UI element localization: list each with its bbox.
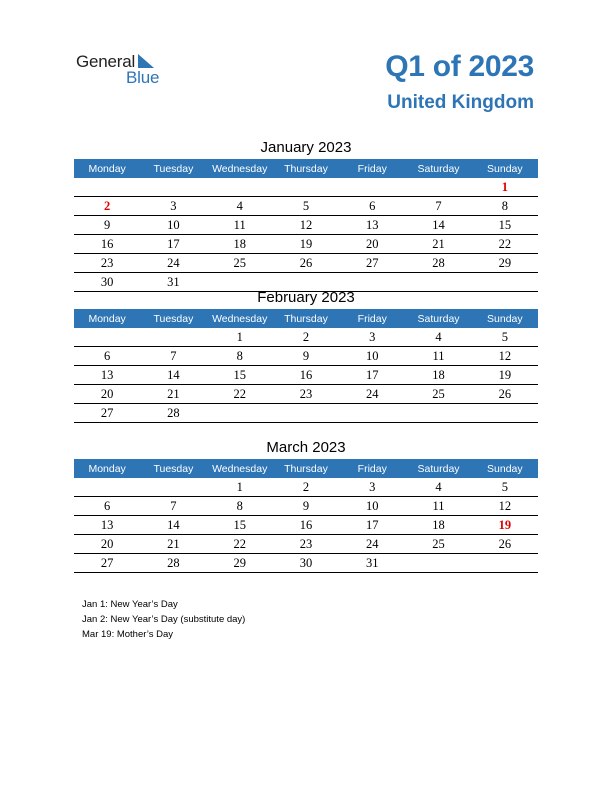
day-cell: 1 — [207, 328, 273, 347]
month-title: March 2023 — [266, 439, 346, 456]
holiday-note: Mar 19: Mother’s Day — [82, 629, 173, 640]
day-cell: 29 — [472, 254, 538, 273]
day-cell: 20 — [74, 385, 140, 404]
weekday-header: Tuesday — [140, 159, 206, 178]
day-cell: 15 — [472, 216, 538, 235]
empty-day-cell — [405, 554, 471, 573]
day-cell: 15 — [207, 366, 273, 385]
day-cell: 7 — [405, 197, 471, 216]
country-name: United Kingdom — [387, 92, 534, 113]
day-cell: 23 — [273, 535, 339, 554]
day-cell: 5 — [472, 478, 538, 497]
logo-flag-icon — [138, 54, 154, 68]
day-cell: 31 — [140, 273, 206, 292]
day-cell: 16 — [273, 516, 339, 535]
weekday-header: Wednesday — [207, 159, 273, 178]
empty-day-cell — [339, 178, 405, 197]
empty-day-cell — [472, 404, 538, 423]
weekday-header: Sunday — [472, 459, 538, 478]
day-cell: 14 — [140, 516, 206, 535]
brand-logo — [76, 52, 186, 92]
weekday-header: Monday — [74, 309, 140, 328]
empty-day-cell — [140, 328, 206, 347]
day-cell: 31 — [339, 554, 405, 573]
day-cell: 24 — [339, 385, 405, 404]
day-cell: 22 — [207, 385, 273, 404]
day-cell: 25 — [405, 535, 471, 554]
day-cell: 2 — [273, 328, 339, 347]
day-cell: 2 — [74, 197, 140, 216]
week-row — [74, 554, 538, 573]
day-cell: 9 — [273, 497, 339, 516]
empty-day-cell — [273, 404, 339, 423]
weekday-header: Friday — [339, 309, 405, 328]
day-cell: 23 — [273, 385, 339, 404]
day-cell: 5 — [472, 328, 538, 347]
quarter-title: Q1 of 2023 — [385, 50, 534, 83]
day-cell: 8 — [472, 197, 538, 216]
month-title: January 2023 — [260, 139, 352, 156]
month-march — [74, 437, 538, 573]
day-cell: 11 — [207, 216, 273, 235]
empty-day-cell — [74, 328, 140, 347]
holiday-note: Jan 1: New Year’s Day — [82, 599, 178, 610]
day-cell: 7 — [140, 497, 206, 516]
day-cell: 1 — [207, 478, 273, 497]
holiday-notes — [82, 597, 245, 642]
day-cell: 12 — [472, 497, 538, 516]
weekday-header-row — [74, 459, 538, 478]
day-cell: 19 — [472, 516, 538, 535]
month-title: February 2023 — [257, 289, 355, 306]
day-cell: 19 — [472, 366, 538, 385]
weekday-header: Thursday — [273, 309, 339, 328]
empty-day-cell — [207, 404, 273, 423]
day-cell: 24 — [140, 254, 206, 273]
day-cell: 26 — [273, 254, 339, 273]
weekday-header: Saturday — [405, 459, 471, 478]
day-cell: 6 — [74, 347, 140, 366]
day-cell: 21 — [140, 535, 206, 554]
day-cell: 9 — [74, 216, 140, 235]
empty-day-cell — [74, 178, 140, 197]
day-cell: 4 — [207, 197, 273, 216]
day-cell: 8 — [207, 497, 273, 516]
empty-day-cell — [405, 178, 471, 197]
day-cell: 12 — [472, 347, 538, 366]
day-cell: 22 — [207, 535, 273, 554]
weekday-header: Monday — [74, 159, 140, 178]
day-cell: 18 — [405, 366, 471, 385]
day-cell: 8 — [207, 347, 273, 366]
day-cell: 4 — [405, 478, 471, 497]
day-cell: 3 — [339, 478, 405, 497]
calendar-table — [74, 459, 538, 573]
day-cell: 12 — [273, 216, 339, 235]
day-cell: 29 — [207, 554, 273, 573]
day-cell: 27 — [339, 254, 405, 273]
day-cell: 21 — [405, 235, 471, 254]
empty-day-cell — [472, 554, 538, 573]
week-row — [74, 535, 538, 554]
week-row — [74, 366, 538, 385]
logo-text-blue: Blue — [126, 68, 160, 87]
day-cell: 30 — [273, 554, 339, 573]
day-cell: 17 — [140, 235, 206, 254]
weekday-header: Sunday — [472, 159, 538, 178]
day-cell: 17 — [339, 516, 405, 535]
day-cell: 19 — [273, 235, 339, 254]
day-cell: 13 — [74, 516, 140, 535]
day-cell: 13 — [74, 366, 140, 385]
day-cell: 18 — [405, 516, 471, 535]
day-cell: 1 — [472, 178, 538, 197]
week-row — [74, 235, 538, 254]
weekday-header-row — [74, 159, 538, 178]
day-cell: 16 — [74, 235, 140, 254]
day-cell: 25 — [405, 385, 471, 404]
day-cell: 11 — [405, 347, 471, 366]
weekday-header: Friday — [339, 159, 405, 178]
weekday-header: Wednesday — [207, 309, 273, 328]
day-cell: 21 — [140, 385, 206, 404]
day-cell: 28 — [140, 404, 206, 423]
day-cell: 27 — [74, 554, 140, 573]
day-cell: 20 — [74, 535, 140, 554]
empty-day-cell — [74, 478, 140, 497]
calendar-table — [74, 309, 538, 423]
weekday-header-row — [74, 309, 538, 328]
day-cell: 20 — [339, 235, 405, 254]
empty-day-cell — [207, 178, 273, 197]
weekday-header: Wednesday — [207, 459, 273, 478]
day-cell: 27 — [74, 404, 140, 423]
week-row — [74, 254, 538, 273]
day-cell: 7 — [140, 347, 206, 366]
day-cell: 16 — [273, 366, 339, 385]
holiday-note: Jan 2: New Year’s Day (substitute day) — [82, 614, 246, 625]
day-cell: 5 — [273, 197, 339, 216]
week-row — [74, 478, 538, 497]
weekday-header: Thursday — [273, 159, 339, 178]
day-cell: 15 — [207, 516, 273, 535]
day-cell: 3 — [140, 197, 206, 216]
weekday-header: Friday — [339, 459, 405, 478]
logo-text-general: General — [76, 52, 136, 71]
weekday-header: Saturday — [405, 159, 471, 178]
week-row — [74, 516, 538, 535]
week-row — [74, 328, 538, 347]
day-cell: 28 — [140, 554, 206, 573]
day-cell: 3 — [339, 328, 405, 347]
month-january — [74, 137, 538, 292]
day-cell: 10 — [339, 497, 405, 516]
day-cell: 13 — [339, 216, 405, 235]
day-cell: 22 — [472, 235, 538, 254]
day-cell: 6 — [74, 497, 140, 516]
day-cell: 23 — [74, 254, 140, 273]
empty-day-cell — [140, 478, 206, 497]
day-cell: 26 — [472, 385, 538, 404]
week-row — [74, 178, 538, 197]
weekday-header: Monday — [74, 459, 140, 478]
week-row — [74, 385, 538, 404]
weekday-header: Tuesday — [140, 459, 206, 478]
week-row — [74, 216, 538, 235]
empty-day-cell — [405, 404, 471, 423]
day-cell: 2 — [273, 478, 339, 497]
empty-day-cell — [273, 178, 339, 197]
week-row — [74, 347, 538, 366]
day-cell: 10 — [140, 216, 206, 235]
day-cell: 26 — [472, 535, 538, 554]
day-cell: 17 — [339, 366, 405, 385]
month-february — [74, 287, 538, 423]
empty-day-cell — [339, 404, 405, 423]
day-cell: 11 — [405, 497, 471, 516]
weekday-header: Thursday — [273, 459, 339, 478]
day-cell: 9 — [273, 347, 339, 366]
weekday-header: Tuesday — [140, 309, 206, 328]
weekday-header: Sunday — [472, 309, 538, 328]
weekday-header: Saturday — [405, 309, 471, 328]
day-cell: 10 — [339, 347, 405, 366]
day-cell: 25 — [207, 254, 273, 273]
day-cell: 14 — [140, 366, 206, 385]
day-cell: 28 — [405, 254, 471, 273]
week-row — [74, 404, 538, 423]
day-cell: 4 — [405, 328, 471, 347]
day-cell: 6 — [339, 197, 405, 216]
day-cell: 18 — [207, 235, 273, 254]
calendar-table — [74, 159, 538, 292]
empty-day-cell — [140, 178, 206, 197]
day-cell: 30 — [74, 273, 140, 292]
day-cell: 14 — [405, 216, 471, 235]
day-cell: 24 — [339, 535, 405, 554]
week-row — [74, 197, 538, 216]
week-row — [74, 497, 538, 516]
